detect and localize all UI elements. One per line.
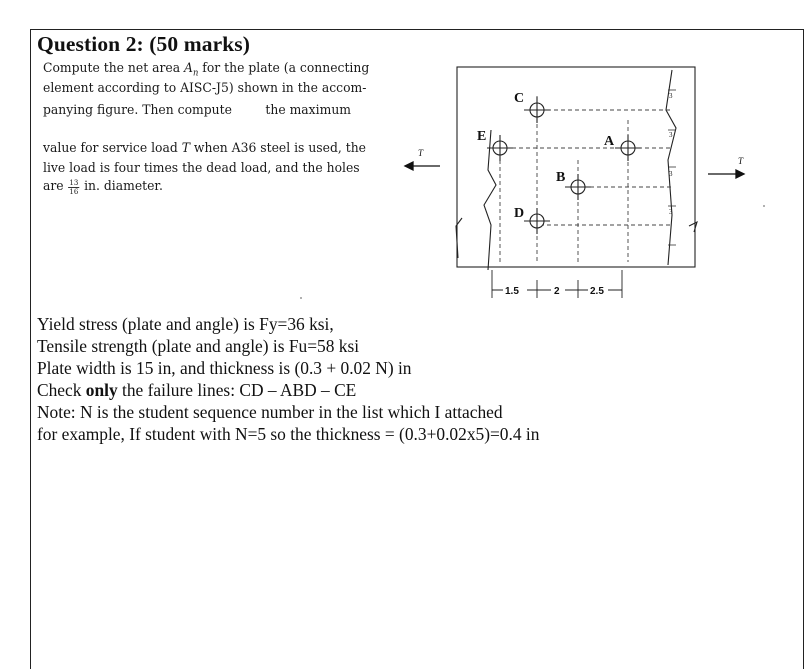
label-a: A xyxy=(604,134,615,149)
problem-line-4: value for service load T when A36 steel is used, the xyxy=(43,141,367,156)
label-e: E xyxy=(477,129,487,144)
problem-line-5: live load is four times the dead load, and the holes xyxy=(43,161,360,176)
note-plate: Plate width is 15 in, and thickness is (0.3 + 0.02 N) in xyxy=(37,358,412,378)
problem-line-6: are $\frac{13}{16}$ in. diameter. xyxy=(43,178,163,196)
right-break-mark xyxy=(689,222,697,232)
problem-line-3: panying figure. Then compute the maximum xyxy=(43,103,352,118)
question-title: Question 2: (50 marks) xyxy=(37,32,251,56)
speck-2 xyxy=(763,205,765,207)
problem-line-2: element according to AISC-J5) shown in the accom- xyxy=(43,81,367,96)
note-example: for example, If student with N=5 so the thickness = (0.3+0.02x5)=0.4 in xyxy=(37,424,540,444)
spacing-mark-3: 3 xyxy=(669,170,673,178)
label-c: C xyxy=(514,91,525,106)
hole-c xyxy=(524,97,550,123)
load-label-right: T xyxy=(738,156,744,166)
hole-d xyxy=(524,208,550,234)
note-check: Check only the failure lines: CD – ABD – CE xyxy=(37,380,357,400)
note-n-definition: Note: N is the student sequence number in the list which I attached xyxy=(37,402,503,422)
load-label-left: T xyxy=(418,148,424,158)
hole-diameter-fraction: $\frac{13}{16}$ xyxy=(69,178,79,196)
hole-a xyxy=(615,135,641,161)
label-d: D xyxy=(514,206,525,221)
hole-e xyxy=(487,135,513,161)
note-yield: Yield stress (plate and angle) is Fy=36 ksi, xyxy=(37,314,334,334)
dim-1: 1.5 xyxy=(505,286,519,297)
dim-3: 2.5 xyxy=(590,286,604,297)
speck-1 xyxy=(300,297,302,299)
label-b: B xyxy=(556,170,566,185)
dim-2: 2 xyxy=(554,286,560,297)
hole-b xyxy=(565,174,591,200)
note-tensile: Tensile strength (plate and angle) is Fu=58 ksi xyxy=(37,336,360,356)
spacing-mark-2: 3 xyxy=(669,131,673,139)
plate-outline xyxy=(457,67,695,267)
spacing-mark-4: 3 xyxy=(669,208,673,216)
spacing-mark-1: 3 xyxy=(669,92,673,100)
problem-line-1: Compute the net area $A_n$ for the plate (a connecting xyxy=(43,61,370,79)
